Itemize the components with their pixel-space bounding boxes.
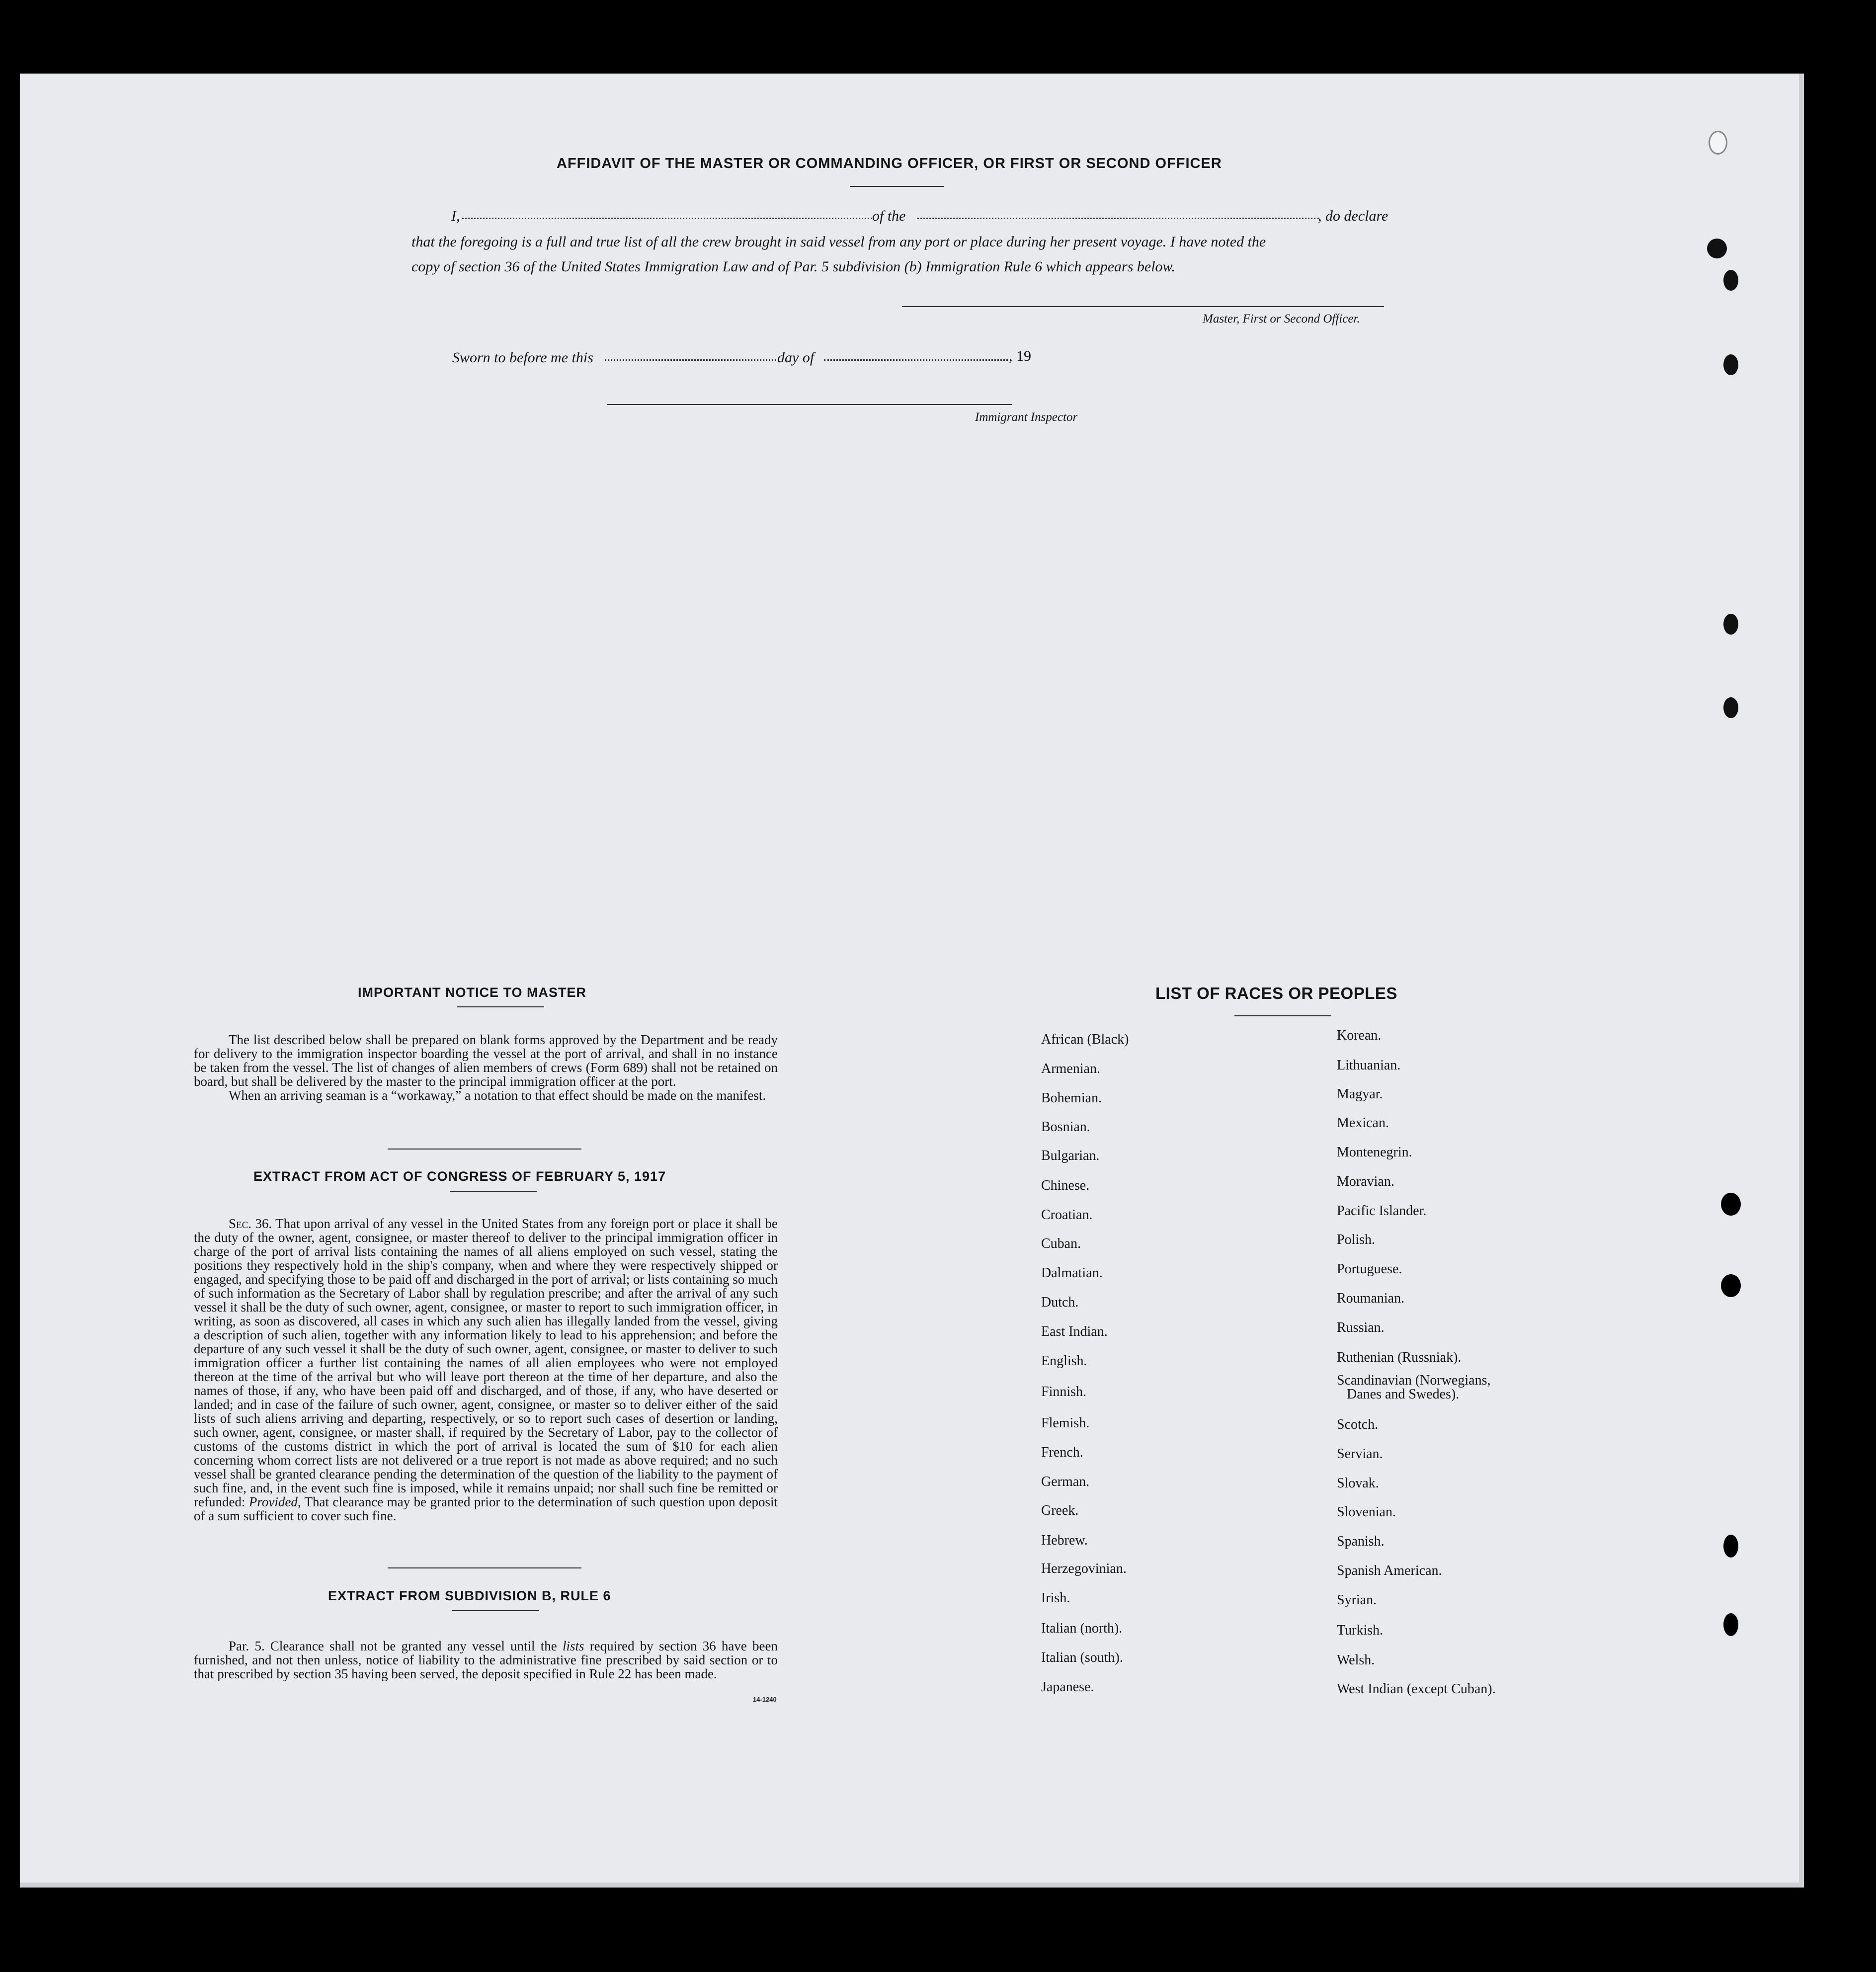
- race-item: Flemish.: [1041, 1415, 1090, 1431]
- act-section-36-text: [194, 1217, 778, 1523]
- sworn-date-field: [605, 359, 776, 361]
- race-item: Croatian.: [1041, 1207, 1093, 1223]
- sec-label: Sec. 36.: [229, 1216, 272, 1231]
- notice-paragraph-2: When an arriving seaman is a “workaway,” a notation to that effect should be made on the manifest.: [229, 1088, 766, 1103]
- race-item: Armenian.: [1041, 1061, 1100, 1076]
- race-item: Spanish.: [1337, 1534, 1385, 1549]
- binder-hole: [1723, 354, 1738, 375]
- notice-paragraph-1: The list described below shall be prepared on blank forms approved by the Department and be ready for delivery to the immigration inspector boarding the vessel at the port of arrival, and shall in no instance be taken from the vessel. The list of changes of alien members of crews (Form 689) shall not be retained on board, but shall be delivered by the master to the principal immigration officer at the port.: [194, 1032, 778, 1089]
- rule-text-a: Par. 5. Clearance shall not be granted any vessel until the: [229, 1639, 557, 1653]
- binder-hole: [1723, 1613, 1738, 1636]
- race-item: African (Black): [1041, 1032, 1129, 1047]
- binder-hole: [1723, 697, 1738, 718]
- binder-hole: [1723, 270, 1738, 291]
- section-rule-2: [388, 1567, 581, 1568]
- race-item: Chinese.: [1041, 1178, 1090, 1193]
- race-item: West Indian (except Cuban).: [1337, 1681, 1496, 1697]
- race-item: Dalmatian.: [1041, 1265, 1103, 1281]
- sworn-prefix: Sworn to before me this: [452, 349, 593, 366]
- provided-word: Provided,: [248, 1494, 301, 1509]
- race-item: Moravian.: [1337, 1174, 1394, 1189]
- race-item: English.: [1041, 1353, 1087, 1369]
- race-item: Turkish.: [1337, 1623, 1384, 1638]
- race-item: Scotch.: [1337, 1417, 1379, 1432]
- race-item: Italian (south).: [1041, 1650, 1123, 1665]
- binder-hole: [1721, 1274, 1741, 1297]
- race-item: Cuban.: [1041, 1236, 1081, 1251]
- race-item: Mexican.: [1337, 1115, 1389, 1131]
- race-item: Spanish American.: [1337, 1563, 1442, 1578]
- race-item: Ruthenian (Russniak).: [1337, 1350, 1462, 1365]
- signature-caption: Master, First or Second Officer.: [1203, 312, 1360, 326]
- race-item: Lithuanian.: [1337, 1058, 1401, 1073]
- race-item: Scandinavian (Norwegians,: [1337, 1373, 1491, 1388]
- title-rule: [850, 186, 944, 187]
- race-item: Herzegovinian.: [1041, 1561, 1127, 1576]
- race-item: Finnish.: [1041, 1384, 1087, 1399]
- sec-text: That upon arrival of any vessel in the United States from any foreign port or place it shall be the duty of the owner, agent, consignee, or master thereof to deliver to the principal immigration officer in charge of the port of arrival lists containing the names of all aliens employed on such vessel, stating the positions they respectively hold in the ship's company, when and where they were respectively shipped or engaged, and specifying those to be paid off and discharged in the port of arrival; or lists containing so much of such information as the Secretary of Labor shall by regulation prescribe; and after the arrival of any such vessel it shall be the duty of such owner, agent, consignee, or master to report to such immigration officer, in writing, as soon as discovered, all cases in which any such alien has illegally landed from the vessel, giving a description of such alien, together with any information likely to lead to his apprehension; and before the departure of any such vessel it shall be the duty of such owner, agent, consignee, or master to deliver to such immigration officer a further list containing the names of all alien employees who were not employed thereon at the time of the arrival but who will leave port thereon at the time of her departure, and also the names of those, if any, who have been paid off and discharged, and of those, if any, who have deserted or landed; and in case of the failure of such owner, agent, consignee, or master so to deliver either of the said lists of such aliens arriving and departing, respectively, or so to report such cases of desertion or landing, such owner, agent, consignee, or master shall, if required by the Secretary of Labor, pay to the collector of customs of the customs district in which the port of arrival is located the sum of $10 for each alien concerning whom correct lists are not delivered or a true report is not made as above required; and no such vessel shall be granted clearance pending the determination of the question of the liability to the payment of such fine, and, in the event such fine is imposed, while it remains unpaid; nor shall such fine be remitted or refunded:: [194, 1216, 778, 1509]
- section-rule-1: [388, 1149, 581, 1150]
- race-item: German.: [1041, 1474, 1090, 1489]
- race-item: Portuguese.: [1337, 1261, 1402, 1277]
- race-item: Slovak.: [1337, 1476, 1379, 1491]
- affidavit-body-line-1: that the foregoing is a full and true list of all the crew brought in said vessel from any port or place during her present voyage. I have noted the: [411, 234, 1266, 250]
- form-number: 14-1240: [753, 1696, 777, 1703]
- vessel-name-field: [917, 218, 1319, 219]
- affidavit-body-line-2: copy of section 36 of the United States Immigration Law and of Par. 5 subdivision (b) Immigration Rule 6 which appears below.: [411, 258, 1175, 275]
- rule-rule: [452, 1610, 539, 1611]
- affidavit-of-the-label: of the: [872, 208, 906, 224]
- manifest-page: [20, 74, 1804, 1888]
- sworn-day-of: day of: [777, 349, 815, 366]
- affidavit-declare-label: , do declare: [1318, 208, 1388, 224]
- sworn-month-field: [824, 359, 1008, 361]
- race-item: Slovenian.: [1337, 1504, 1396, 1520]
- race-item: Irish.: [1041, 1590, 1070, 1606]
- notice-rule: [457, 1006, 544, 1007]
- race-item: Bosnian.: [1041, 1119, 1090, 1135]
- sworn-year: , 19: [1009, 348, 1031, 364]
- binder-hole: [1723, 1535, 1738, 1558]
- race-item: Italian (north).: [1041, 1621, 1123, 1636]
- sec-text-end: That clearance may be granted prior to the determination of such question upon deposit of a sum sufficient to cover such fine.: [194, 1494, 778, 1523]
- race-item: Welsh.: [1337, 1652, 1375, 1668]
- race-item: Magyar.: [1337, 1086, 1383, 1102]
- race-item: Pacific Islander.: [1337, 1203, 1427, 1219]
- binder-hole: [1709, 131, 1727, 155]
- race-item: Hebrew.: [1041, 1533, 1088, 1548]
- race-item: Servian.: [1337, 1446, 1383, 1462]
- notice-text: [194, 1033, 778, 1102]
- binder-hole: [1723, 614, 1738, 635]
- race-item: Bohemian.: [1041, 1090, 1102, 1106]
- affidavit-title: AFFIDAVIT OF THE MASTER OR COMMANDING OFFICER, OR FIRST OR SECOND OFFICER: [557, 156, 1222, 171]
- rule-title: EXTRACT FROM SUBDIVISION B, RULE 6: [328, 1588, 611, 1603]
- race-item: Syrian.: [1337, 1592, 1377, 1608]
- race-item: Russian.: [1337, 1320, 1385, 1335]
- races-rule: [1234, 1015, 1331, 1016]
- master-name-field: [462, 218, 872, 219]
- race-item: Greek.: [1041, 1503, 1079, 1518]
- race-item: Japanese.: [1041, 1679, 1094, 1695]
- race-item: Montenegrin.: [1337, 1145, 1412, 1160]
- races-title: LIST OF RACES OR PEOPLES: [1155, 984, 1397, 1002]
- rule-text: [194, 1639, 778, 1681]
- race-item: Roumanian.: [1337, 1291, 1405, 1306]
- race-item: Danes and Swedes).: [1347, 1387, 1460, 1402]
- rule-text-b: required by section 36 have been furnished, and not then unless, notice of liability to the administrative fine prescribed by said section or to that prescribed by section 35 having been served, the deposit specified in Rule 22 has been made.: [194, 1639, 778, 1681]
- race-item: East Indian.: [1041, 1324, 1108, 1339]
- race-item: Korean.: [1337, 1028, 1382, 1043]
- race-item: Bulgarian.: [1041, 1148, 1100, 1163]
- inspector-signature-line: [607, 404, 1012, 405]
- inspector-caption: Immigrant Inspector: [975, 411, 1078, 424]
- notice-title: IMPORTANT NOTICE TO MASTER: [358, 985, 586, 1000]
- affidavit-i-label: I,: [451, 208, 460, 224]
- race-item: Polish.: [1337, 1232, 1376, 1247]
- binder-hole: [1721, 1193, 1741, 1216]
- race-item: French.: [1041, 1445, 1083, 1460]
- signature-line: [902, 306, 1384, 307]
- lists-word: lists: [562, 1639, 584, 1653]
- act-rule: [450, 1191, 537, 1192]
- race-item: Dutch.: [1041, 1295, 1079, 1310]
- binder-hole: [1707, 239, 1727, 258]
- act-title: EXTRACT FROM ACT OF CONGRESS OF FEBRUARY 5, 1917: [253, 1169, 666, 1184]
